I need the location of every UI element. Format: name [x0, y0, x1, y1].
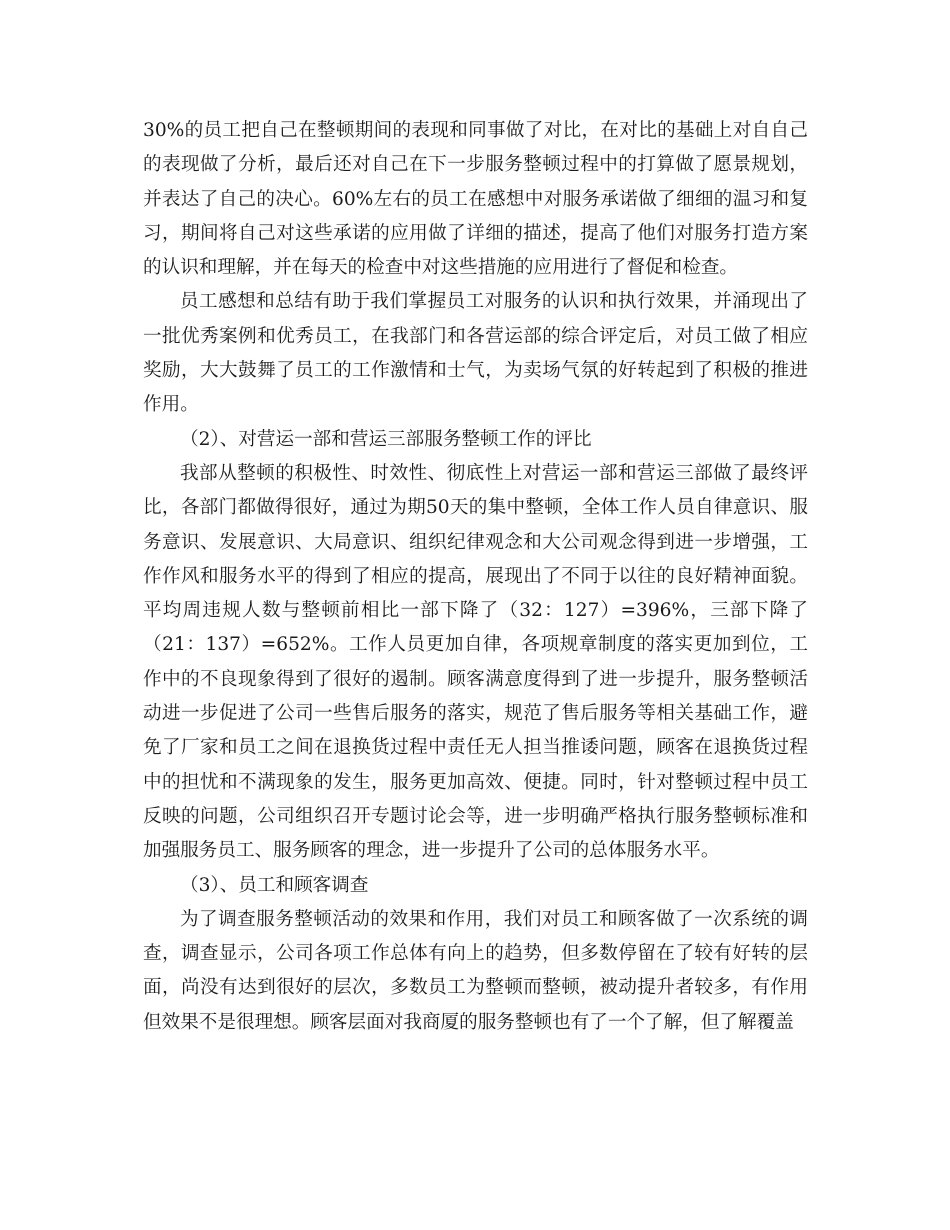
paragraph-customer-survey: 为了调查服务整顿活动的效果和作用，我们对员工和顾客做了一次系统的调查，调查显示，公司各项工作总体有向上的趋势，但多数停留在了较有好转的层面，尚没有达到很好的层次，多数员工为整顿而整顿，被动提升者较多，有作用但效果不是很理想。顾客层面对我商厦的服务整顿也有了一个了解，但了解覆盖	[143, 908, 808, 1033]
paragraph-department-evaluation: 我部从整顿的积极性、时效性、彻底性上对营运一部和营运三部做了最终评比，各部门都做得很好，通过为期50天的集中整顿，全体工作人员自律意识、服务意识、发展意识、大局意识、组织纪律观念和大公司观念得到进一步增强，工作作风和服务水平的得到了相应的提高，展现出了不同于以往的良好精神面貌。平均周违规人数与整顿前相比一部下降了（32：127）=396%，三部下降了（21：137）=652%。工作人员更加自律，各项规章制度的落实更加到位，工作中的不良现象得到了很好的遏制。顾客满意度得到了进一步提升，服务整顿活动进一步促进了公司一些售后服务的落实，规范了售后服务等相关基础工作，避免了厂家和员工之间在退换货过程中责任无人担当推诿问题，顾客在退换货过程中的担忧和不满现象的发生，服务更加高效、便捷。同时，针对整顿过程中员工反映的问题，公司组织召开专题讨论会等，进一步明确严格执行服务整顿标准和加强服务员工、服务顾客的理念，进一步提升了公司的总体服务水平。	[143, 462, 808, 862]
document-body	[143, 114, 808, 1040]
paragraph-survey-comparison: 30%的员工把自己在整顿期间的表现和同事做了对比，在对比的基础上对自自己的表现做了分析，最后还对自己在下一步服务整顿过程中的打算做了愿景规划，并表达了自己的决心。60%左右的员工在感想中对服务承诺做了细细的温习和复习，期间将自己对这些承诺的应用做了详细的描述，提高了他们对服务打造方案的认识和理解，并在每天的检查中对这些措施的应用进行了督促和检查。	[143, 120, 808, 279]
paragraph-employee-reflections: 员工感想和总结有助于我们掌握员工对服务的认识和执行效果，并涌现出了一批优秀案例和优秀员工，在我部门和各营运部的综合评定后，对员工做了相应奖励，大大鼓舞了员工的工作激情和士气，为卖场气氛的好转起到了积极的推进作用。	[143, 291, 808, 416]
section-heading-3: （3）、员工和顾客调查	[180, 874, 369, 896]
section-heading-2: （2）、对营运一部和营运三部服务整顿工作的评比	[180, 428, 592, 450]
